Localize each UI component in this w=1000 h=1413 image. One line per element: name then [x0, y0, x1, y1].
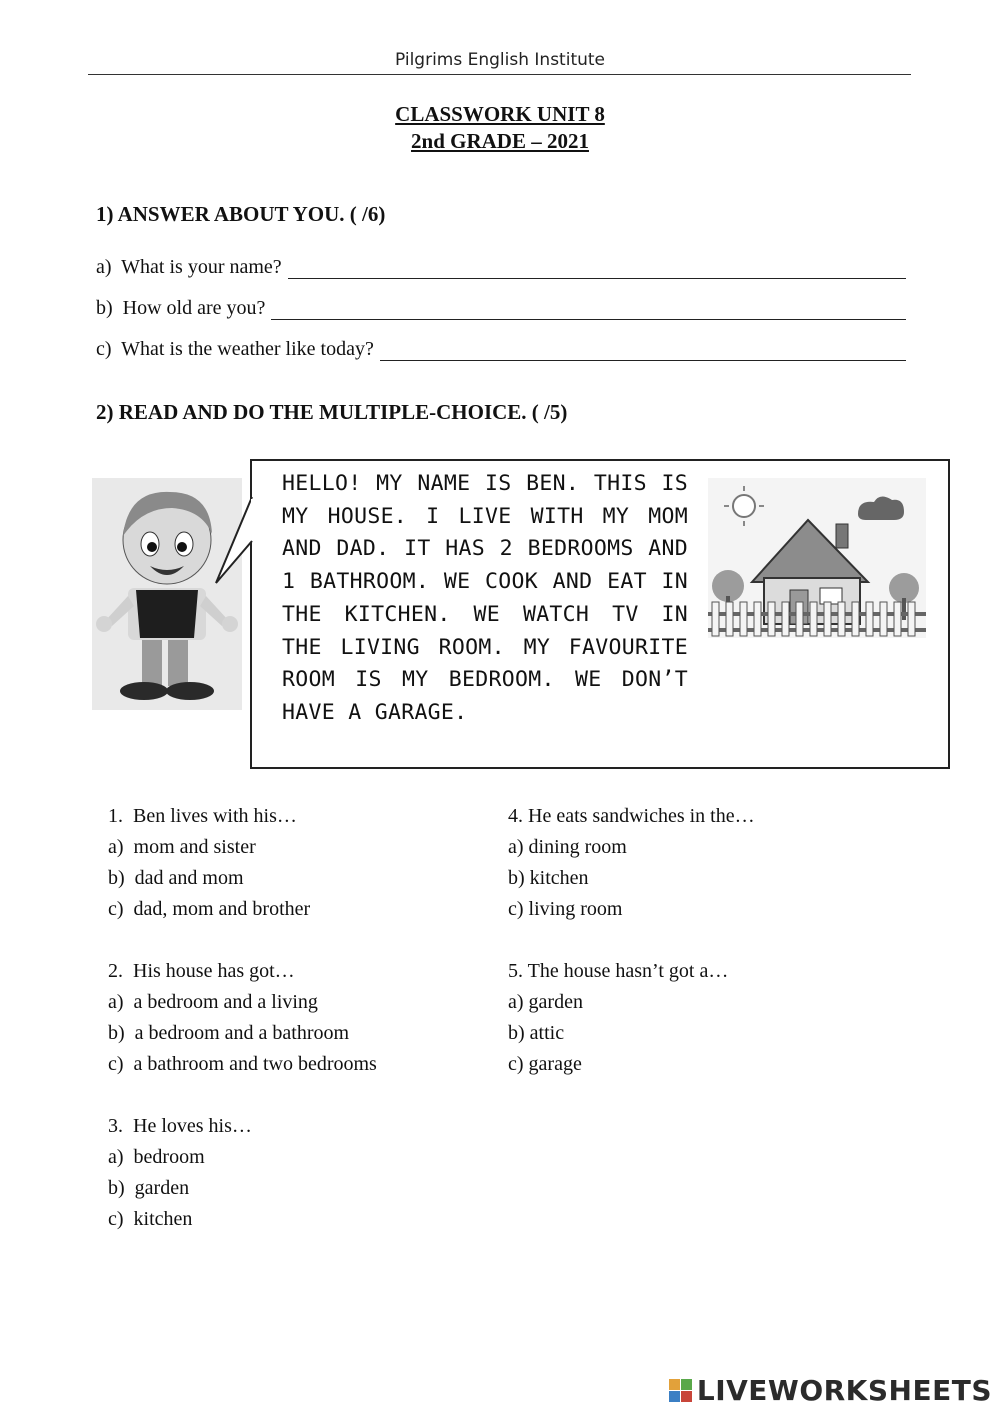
mc-question-5-stem: 5. The house hasn’t got a…	[508, 960, 729, 982]
question-name	[96, 256, 906, 279]
liveworksheets-brand: LIVEWORKSHEETS	[696, 1374, 992, 1407]
mc-question-1-stem: 1. Ben lives with his…	[108, 805, 297, 827]
answer-age-field[interactable]	[271, 301, 906, 320]
mc-question-3-stem: 3. He loves his…	[108, 1115, 252, 1137]
mc-option[interactable]: a) a bedroom and a living	[108, 991, 318, 1013]
mc-question-5	[508, 956, 728, 1080]
mc-option[interactable]: a) mom and sister	[108, 836, 256, 858]
mc-question-2	[108, 956, 377, 1080]
mc-question-1	[108, 801, 310, 925]
mc-option[interactable]: b) garden	[108, 1177, 190, 1199]
mc-option[interactable]: c) garage	[508, 1053, 582, 1075]
page-subtitle	[0, 129, 1000, 154]
mc-option[interactable]: b) kitchen	[508, 867, 589, 889]
mc-question-4-stem: 4. He eats sandwiches in the…	[508, 805, 755, 827]
mc-question-3	[108, 1111, 252, 1235]
liveworksheets-badge-icon	[669, 1379, 693, 1403]
liveworksheets-logo	[669, 1374, 992, 1407]
mc-question-2-stem: 2. His house has got…	[108, 960, 295, 982]
mc-option[interactable]: c) a bathroom and two bedrooms	[108, 1053, 377, 1075]
mc-option[interactable]: a) garden	[508, 991, 583, 1013]
question-name-label: a) What is your name?	[96, 256, 282, 278]
mc-option[interactable]: c) kitchen	[108, 1208, 193, 1230]
reading-text: HELLO! MY NAME IS BEN. THIS IS MY HOUSE. I LIVE WITH MY MOM AND DAD. IT HAS 2 BEDROOMS AND 1 BATHROOM. WE COOK AND EAT IN THE KITCHEN. WE WATCH TV IN THE LIVING ROOM. MY FAVOURITE ROOM IS MY BEDROOM. WE DON’T HAVE A GARAGE.	[282, 471, 688, 725]
mc-option[interactable]: b) attic	[508, 1022, 565, 1044]
speech-bubble-tail	[214, 495, 254, 590]
title-line-2: 2nd GRADE – 2021	[411, 129, 589, 153]
mc-option[interactable]: a) dining room	[508, 836, 627, 858]
page-title	[0, 102, 1000, 127]
mc-option[interactable]: c) living room	[508, 898, 623, 920]
mc-option[interactable]: c) dad, mom and brother	[108, 898, 311, 920]
answer-weather-field[interactable]	[380, 342, 906, 361]
section-2-heading: 2) READ AND DO THE MULTIPLE-CHOICE. ( /5)	[96, 400, 568, 424]
mc-question-4	[508, 801, 755, 925]
mc-option[interactable]: a) bedroom	[108, 1146, 205, 1168]
mc-option[interactable]: b) dad and mom	[108, 867, 244, 889]
header-divider	[88, 74, 911, 75]
section-1-heading: 1) ANSWER ABOUT YOU. ( /6)	[96, 202, 386, 226]
title-line-1: CLASSWORK UNIT 8	[395, 102, 605, 126]
mc-option[interactable]: b) a bedroom and a bathroom	[108, 1022, 350, 1044]
question-weather-label: c) What is the weather like today?	[96, 338, 374, 360]
question-age	[96, 297, 906, 320]
answer-name-field[interactable]	[288, 260, 906, 279]
institute-name: Pilgrims English Institute	[394, 50, 606, 70]
question-weather	[96, 338, 906, 361]
question-age-label: b) How old are you?	[96, 297, 266, 319]
house-illustration	[708, 478, 926, 638]
